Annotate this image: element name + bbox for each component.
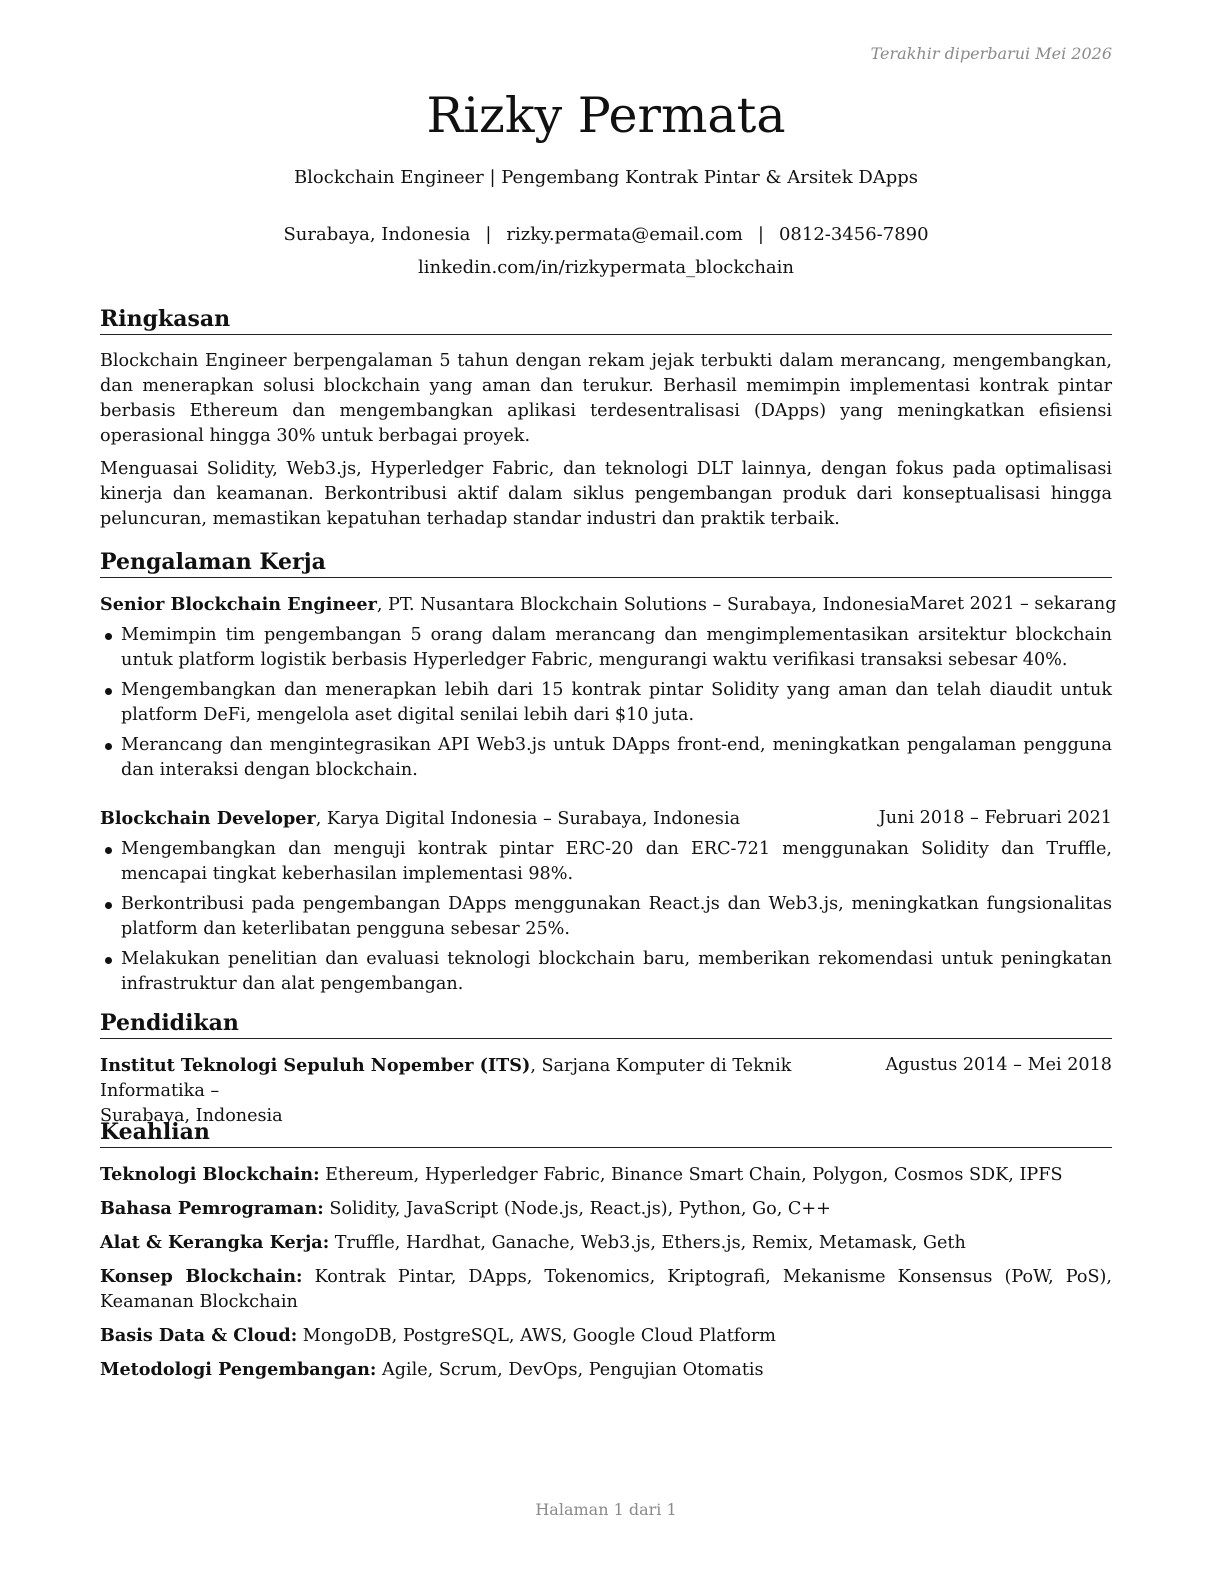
contact-line bbox=[100, 218, 1112, 251]
job-bullet: Mengembangkan dan menerapkan lebih dari 15 kontrak pintar Solidity yang aman dan telah diaudit untuk platform DeFi, mengelola aset digital senilai lebih dari $10 juta. bbox=[100, 678, 1112, 728]
summary-section bbox=[100, 305, 1112, 532]
skill-value: Agile, Scrum, DevOps, Pengujian Otomatis bbox=[376, 1360, 764, 1380]
job-bullet: Memimpin tim pengembangan 5 orang dalam merancang dan mengimplementasikan arsitektur blockchain untuk platform logistik berbasis Hyperledger Fabric, mengurangi waktu verifikasi transaksi sebesar 40%. bbox=[100, 623, 1112, 673]
skill-label: Metodologi Pengembangan: bbox=[100, 1359, 377, 1380]
job-role: Senior Blockchain Engineer bbox=[100, 594, 377, 615]
section-title-skills: Keahlian bbox=[100, 1118, 1112, 1148]
skill-label: Basis Data & Cloud: bbox=[100, 1325, 298, 1346]
job-bullets bbox=[100, 623, 1112, 783]
education-section bbox=[100, 1009, 1112, 1129]
job-dates: Juni 2018 – Februari 2021 bbox=[878, 808, 1112, 828]
contact-phone: 0812-3456-7890 bbox=[778, 224, 929, 245]
last-updated-note: Terakhir diperbarui Mei 2026 bbox=[870, 44, 1112, 63]
skill-row bbox=[100, 1196, 1112, 1222]
contact-separator: | bbox=[485, 224, 492, 245]
job-header bbox=[100, 806, 1112, 832]
contact-separator: | bbox=[757, 224, 764, 245]
skill-label: Konsep Blockchain: bbox=[100, 1266, 303, 1287]
skill-label: Alat & Kerangka Kerja: bbox=[100, 1232, 330, 1253]
page-number-footer: Halaman 1 dari 1 bbox=[535, 1500, 677, 1519]
resume-page bbox=[100, 0, 1117, 1584]
job-bullet: Berkontribusi pada pengembangan DApps menggunakan React.js dan Web3.js, meningkatkan fungsionalitas platform dan keterlibatan pengguna sebesar 25%. bbox=[100, 892, 1112, 942]
skills-section bbox=[100, 1118, 1112, 1383]
skill-value: Solidity, JavaScript (Node.js, React.js), Python, Go, C++ bbox=[323, 1199, 831, 1219]
candidate-headline: Blockchain Engineer | Pengembang Kontrak Pintar & Arsitek DApps bbox=[293, 167, 919, 188]
skill-row bbox=[100, 1323, 1112, 1349]
section-title-summary: Ringkasan bbox=[100, 305, 1112, 335]
education-dates: Agustus 2014 – Mei 2018 bbox=[885, 1055, 1112, 1075]
job-title-company bbox=[100, 806, 740, 832]
contact-location: Surabaya, Indonesia bbox=[283, 224, 471, 245]
job-role: Blockchain Developer bbox=[100, 808, 316, 829]
job-company: , Karya Digital Indonesia – Surabaya, Indonesia bbox=[315, 809, 741, 829]
skill-row bbox=[100, 1162, 1112, 1188]
job-dates: Maret 2021 – sekarang bbox=[909, 594, 1117, 614]
section-title-education: Pendidikan bbox=[100, 1009, 1112, 1039]
job-entry bbox=[100, 806, 1112, 997]
skill-label: Bahasa Pemrograman: bbox=[100, 1198, 324, 1219]
skill-row bbox=[100, 1264, 1112, 1315]
skill-value: Ethereum, Hyperledger Fabric, Binance Smart Chain, Polygon, Cosmos SDK, IPFS bbox=[319, 1165, 1063, 1185]
job-title-company bbox=[100, 592, 910, 618]
education-institution: Institut Teknologi Sepuluh Nopember (ITS) bbox=[100, 1055, 531, 1076]
contact-block bbox=[100, 218, 1112, 284]
summary-paragraph: Menguasai Solidity, Web3.js, Hyperledger Fabric, dan teknologi DLT lainnya, dengan fokus pada optimalisasi kinerja dan keamanan. Berkontribusi aktif dalam siklus pengembangan produk dari konseptualisasi hingga peluncuran, memastikan kepatuhan terhadap standar industri dan praktik terbaik. bbox=[100, 459, 1112, 529]
education-degree: , Sarjana Komputer di Teknik Informatika – bbox=[100, 1056, 792, 1101]
contact-linkedin[interactable]: linkedin.com/in/rizkypermata_blockchain bbox=[417, 257, 795, 278]
education-location: Surabaya, Indonesia bbox=[100, 1106, 283, 1126]
job-company: , PT. Nusantara Blockchain Solutions – Surabaya, Indonesia bbox=[376, 595, 910, 615]
job-bullet: Mengembangkan dan menguji kontrak pintar ERC-20 dan ERC-721 menggunakan Solidity dan Truffle, mencapai tingkat keberhasilan implementasi 98%. bbox=[100, 837, 1112, 887]
contact-email[interactable]: rizky.permata@email.com bbox=[506, 224, 743, 245]
skill-value: MongoDB, PostgreSQL, AWS, Google Cloud Platform bbox=[297, 1326, 776, 1346]
skill-value: Kontrak Pintar, DApps, Tokenomics, Kriptografi, Mekanisme Konsensus (PoW, PoS), Keamanan Blockchain bbox=[100, 1267, 1112, 1312]
section-title-experience: Pengalaman Kerja bbox=[100, 548, 1112, 578]
job-bullet: Merancang dan mengintegrasikan API Web3.js untuk DApps front-end, meningkatkan pengalaman pengguna dan interaksi dengan blockchain. bbox=[100, 733, 1112, 783]
summary-paragraph: Blockchain Engineer berpengalaman 5 tahun dengan rekam jejak terbukti dalam merancang, mengembangkan, dan menerapkan solusi blockchain yang aman dan terukur. Berhasil memimpin implementasi kontrak pintar berbasis Ethereum dan mengembangkan aplikasi terdesentralisasi (DApps) yang meningkatkan efisiensi operasional hingga 30% untuk berbagai proyek. bbox=[100, 351, 1112, 446]
job-bullet: Melakukan penelitian dan evaluasi teknologi blockchain baru, memberikan rekomendasi untuk peningkatan infrastruktur dan alat pengembangan. bbox=[100, 947, 1112, 997]
job-header bbox=[100, 592, 1117, 618]
job-entry bbox=[100, 592, 1117, 783]
job-bullets bbox=[100, 837, 1112, 997]
candidate-name: Rizky Permata bbox=[426, 87, 786, 144]
skill-row bbox=[100, 1357, 1112, 1383]
skill-value: Truffle, Hardhat, Ganache, Web3.js, Ethers.js, Remix, Metamask, Geth bbox=[329, 1233, 966, 1253]
skill-row bbox=[100, 1230, 1112, 1256]
skill-label: Teknologi Blockchain: bbox=[100, 1164, 320, 1185]
experience-section bbox=[100, 548, 1117, 997]
